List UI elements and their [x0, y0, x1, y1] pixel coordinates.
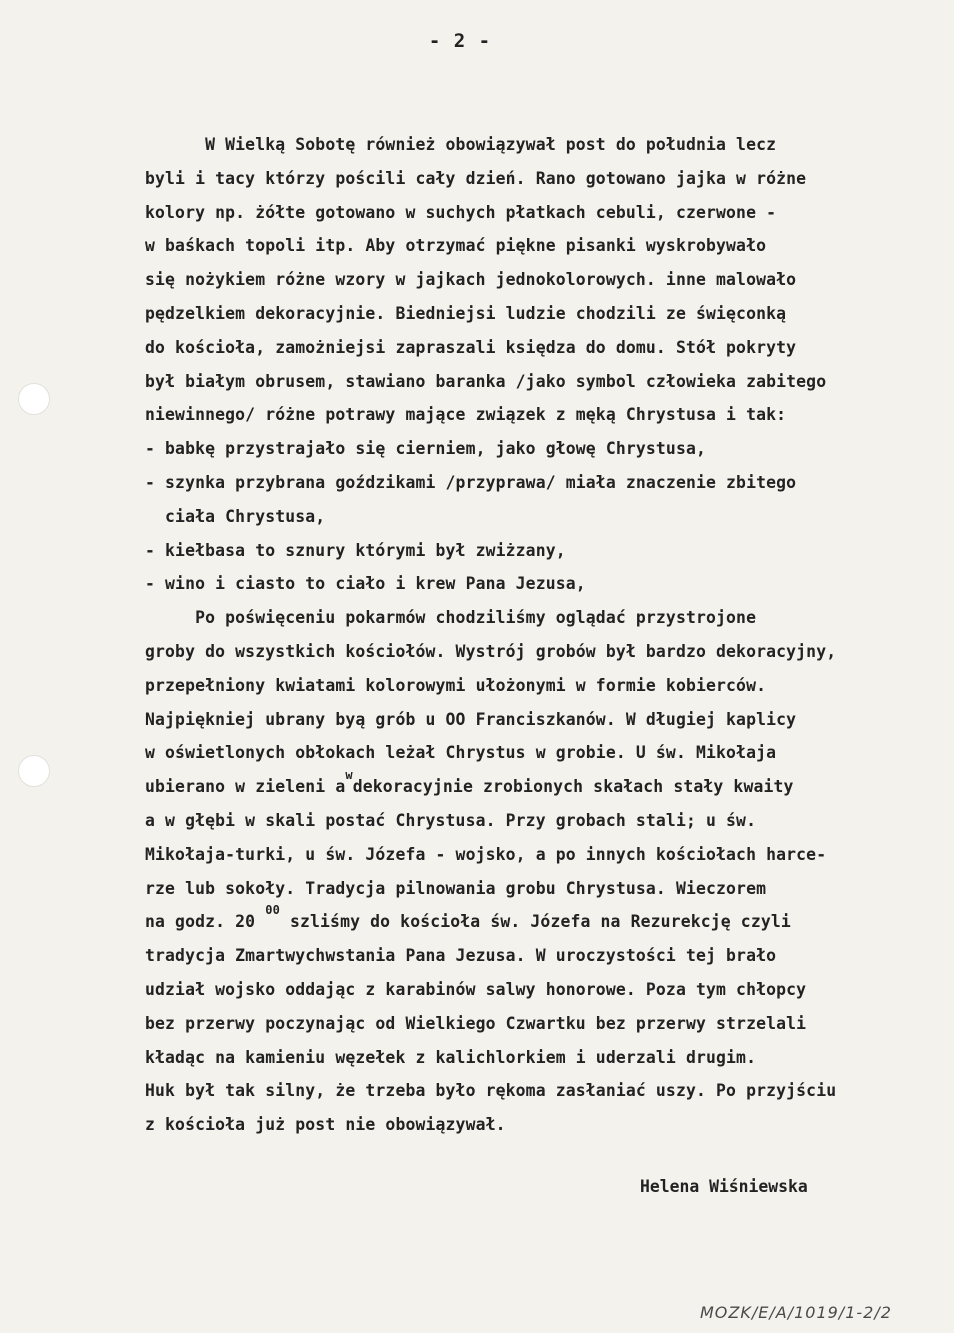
punch-hole-bottom — [18, 755, 50, 787]
line-text: Huk był tak silny, że trzeba było rękoma zasłaniać uszy. Po przyjściu — [145, 1081, 837, 1101]
text-line — [145, 1074, 950, 1108]
line-text: pędzelkiem dekoracyjnie. Biedniejsi ludzie chodzili ze święconką — [145, 303, 787, 323]
text-line — [145, 466, 950, 500]
superscript-text: 00 — [265, 903, 280, 918]
line-text: ubierano w zieleni a — [145, 777, 346, 797]
line-text: z kościoła już post nie obowiązywał. — [145, 1115, 506, 1135]
text-line — [145, 736, 950, 770]
line-text: - babkę przystrajało się cierniem, jako głowę Chrystusa, — [145, 439, 707, 459]
line-text-continuation: szliśmy do kościoła św. Józefa na Rezurekcję czyli — [279, 912, 791, 932]
line-text-continuation: dekoracyjnie zrobionych skałach stały kwaity — [352, 777, 794, 797]
line-text: udział wojsko oddając z karabinów salwy honorowe. Poza tym chłopcy — [145, 979, 807, 999]
line-text: kolory np. żółte gotowano w suchych płatkach cebuli, czerwone - — [145, 202, 777, 222]
text-line — [145, 263, 950, 297]
line-text: tradycja Zmartwychwstania Pana Jezusa. W uroczystości tej brało — [145, 946, 777, 966]
text-line — [145, 128, 950, 162]
line-text: ciała Chrystusa, — [145, 506, 326, 526]
author-signature: Helena Wiśniewska — [640, 1177, 808, 1196]
line-text: bez przerwy poczynając od Wielkiego Czwartku bez przerwy strzelali — [145, 1013, 807, 1033]
text-line — [145, 432, 950, 466]
superscript-text: w — [345, 768, 353, 783]
line-text: - kiełbasa to sznury którymi był zwiżzany, — [145, 540, 566, 560]
text-line — [145, 297, 950, 331]
line-text: groby do wszystkich kościołów. Wystrój grobów był bardzo dekoracyjny, — [145, 641, 837, 661]
text-line — [145, 162, 950, 196]
text-line — [145, 872, 950, 906]
line-text: kładąc na kamieniu węzełek z kalichlorkiem i uderzali drugim. — [145, 1047, 757, 1067]
line-text: niewinnego/ różne potrawy mające związek z męką Chrystusa i tak: — [145, 405, 787, 425]
page-number: - 2 - — [428, 30, 492, 52]
text-line — [145, 331, 950, 365]
text-line — [145, 398, 950, 432]
document-body — [145, 128, 950, 1142]
punch-hole-top — [18, 383, 50, 415]
line-text: Najpiękniej ubrany byą grób u OO Franciszkanów. W długiej kaplicy — [145, 709, 797, 729]
text-line — [145, 669, 950, 703]
line-text: Mikołaja-turki, u św. Józefa - wojsko, a po innych kościołach harce- — [145, 844, 827, 864]
text-line — [145, 973, 950, 1007]
text-line — [145, 635, 950, 669]
line-text: na godz. 20 — [145, 912, 266, 932]
text-line — [145, 939, 950, 973]
text-line — [145, 770, 950, 804]
line-text: w oświetlonych obłokach leżał Chrystus w grobie. U św. Mikołaja — [145, 743, 777, 763]
text-line — [145, 1108, 950, 1142]
text-line — [145, 567, 950, 601]
text-line — [145, 838, 950, 872]
text-line — [145, 229, 950, 263]
text-line — [145, 534, 950, 568]
line-text: się nożykiem różne wzory w jajkach jednokolorowych. inne malowało — [145, 270, 797, 290]
line-text: rze lub sokoły. Tradycja pilnowania grobu Chrystusa. Wieczorem — [145, 878, 767, 898]
line-text: przepełniony kwiatami kolorowymi ułożonymi w formie kobierców. — [145, 675, 767, 695]
text-line — [145, 905, 950, 939]
text-line — [145, 500, 950, 534]
line-text: - szynka przybrana goździkami /przyprawa/ miała znaczenie zbitego — [145, 472, 797, 492]
text-line — [145, 804, 950, 838]
line-text: byli i tacy którzy pościli cały dzień. Rano gotowano jajka w różne — [145, 168, 807, 188]
line-text: w baśkach topoli itp. Aby otrzymać piękne pisanki wyskrobywało — [145, 236, 767, 256]
text-line — [145, 1007, 950, 1041]
line-text: - wino i ciasto to ciało i krew Pana Jezusa, — [145, 574, 586, 594]
text-line — [145, 196, 950, 230]
line-text: do kościoła, zamożniejsi zapraszali księdza do domu. Stół pokryty — [145, 337, 797, 357]
line-text: był białym obrusem, stawiano baranka /jako symbol człowieka zabitego — [145, 371, 827, 391]
text-line — [145, 601, 950, 635]
archive-reference: MOZK/E/A/1019/1-2/2 — [700, 1303, 892, 1322]
text-line — [145, 365, 950, 399]
line-text: a w głębi w skali postać Chrystusa. Przy grobach stali; u św. — [145, 810, 757, 830]
line-text: Po poświęceniu pokarmów chodziliśmy oglądać przystrojone — [145, 608, 757, 628]
line-text: W Wielką Sobotę również obowiązywał post do południa lecz — [145, 135, 777, 154]
text-line — [145, 703, 950, 737]
text-line — [145, 1041, 950, 1075]
